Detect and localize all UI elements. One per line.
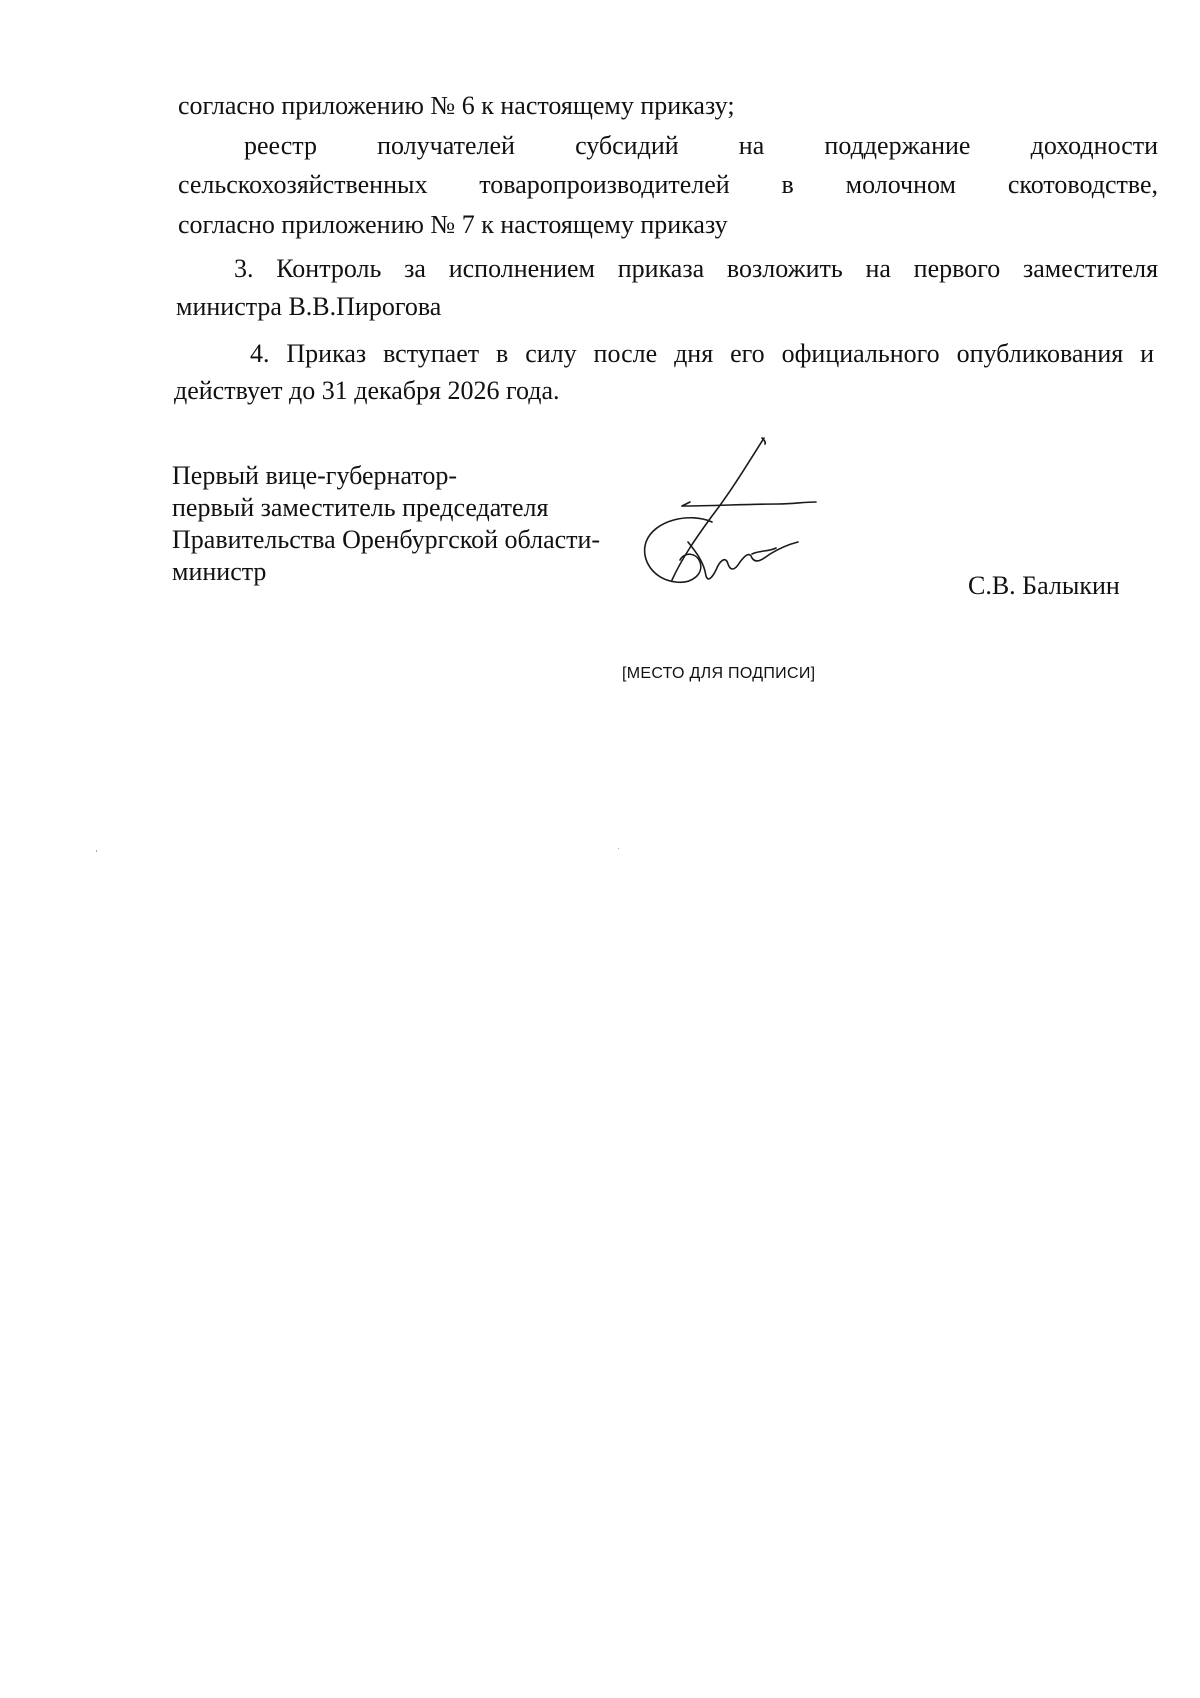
word: субсидий <box>575 131 679 160</box>
word: на <box>865 254 891 283</box>
item-3-line-1 <box>234 249 1158 288</box>
signatory-title <box>172 460 600 588</box>
word: на <box>738 131 765 160</box>
word: заместителя <box>1023 254 1159 283</box>
word: молочном <box>845 170 957 199</box>
text-line-4: согласно приложению № 7 к настоящему приказу <box>178 210 728 239</box>
word: его <box>730 339 765 368</box>
word: после <box>593 339 658 368</box>
item-4-line-1 <box>250 334 1154 373</box>
word: официального <box>781 339 940 368</box>
word: приказа <box>617 254 705 283</box>
text-line-1: согласно приложению № 6 к настоящему приказу; <box>178 91 735 120</box>
word: сельскохозяйственных <box>178 170 428 199</box>
word: поддержание <box>824 131 971 160</box>
word: опубликования <box>956 339 1124 368</box>
signatory-title-line: Первый вице-губернатор- <box>172 461 457 490</box>
signatory-title-line: первый заместитель председателя <box>172 493 549 522</box>
word: дня <box>674 339 714 368</box>
text-line-registry <box>244 126 1158 165</box>
word: реестр <box>244 131 317 160</box>
scan-speck <box>96 850 97 852</box>
word: получателей <box>377 131 515 160</box>
word: доходности <box>1030 131 1159 160</box>
word: за <box>404 254 426 283</box>
scan-speck <box>618 848 619 849</box>
word: 4. <box>250 339 270 368</box>
word: возложить <box>726 254 843 283</box>
handwritten-signature <box>600 430 840 610</box>
word: вступает <box>383 339 480 368</box>
signatory-name: С.В. Балыкин <box>968 571 1120 600</box>
signatory-title-line: министр <box>172 557 267 586</box>
word: 3. <box>234 254 254 283</box>
word: исполнением <box>448 254 595 283</box>
signature-placeholder: [МЕСТО ДЛЯ ПОДПИСИ] <box>622 665 816 682</box>
text-line-3 <box>178 165 1158 204</box>
word: скотоводстве, <box>1007 170 1159 199</box>
item-4-line-2: действует до 31 декабря 2026 года. <box>174 376 560 405</box>
word: Приказ <box>286 339 367 368</box>
word: в <box>496 339 509 368</box>
signatory-title-line: Правительства Оренбургской области- <box>172 525 601 554</box>
word: силу <box>525 339 577 368</box>
item-3-line-2: министра В.В.Пирогова <box>176 292 442 321</box>
word: Контроль <box>276 254 382 283</box>
word: в <box>781 170 794 199</box>
word: и <box>1140 339 1155 368</box>
word: товаропроизводителей <box>479 170 730 199</box>
word: первого <box>913 254 1001 283</box>
